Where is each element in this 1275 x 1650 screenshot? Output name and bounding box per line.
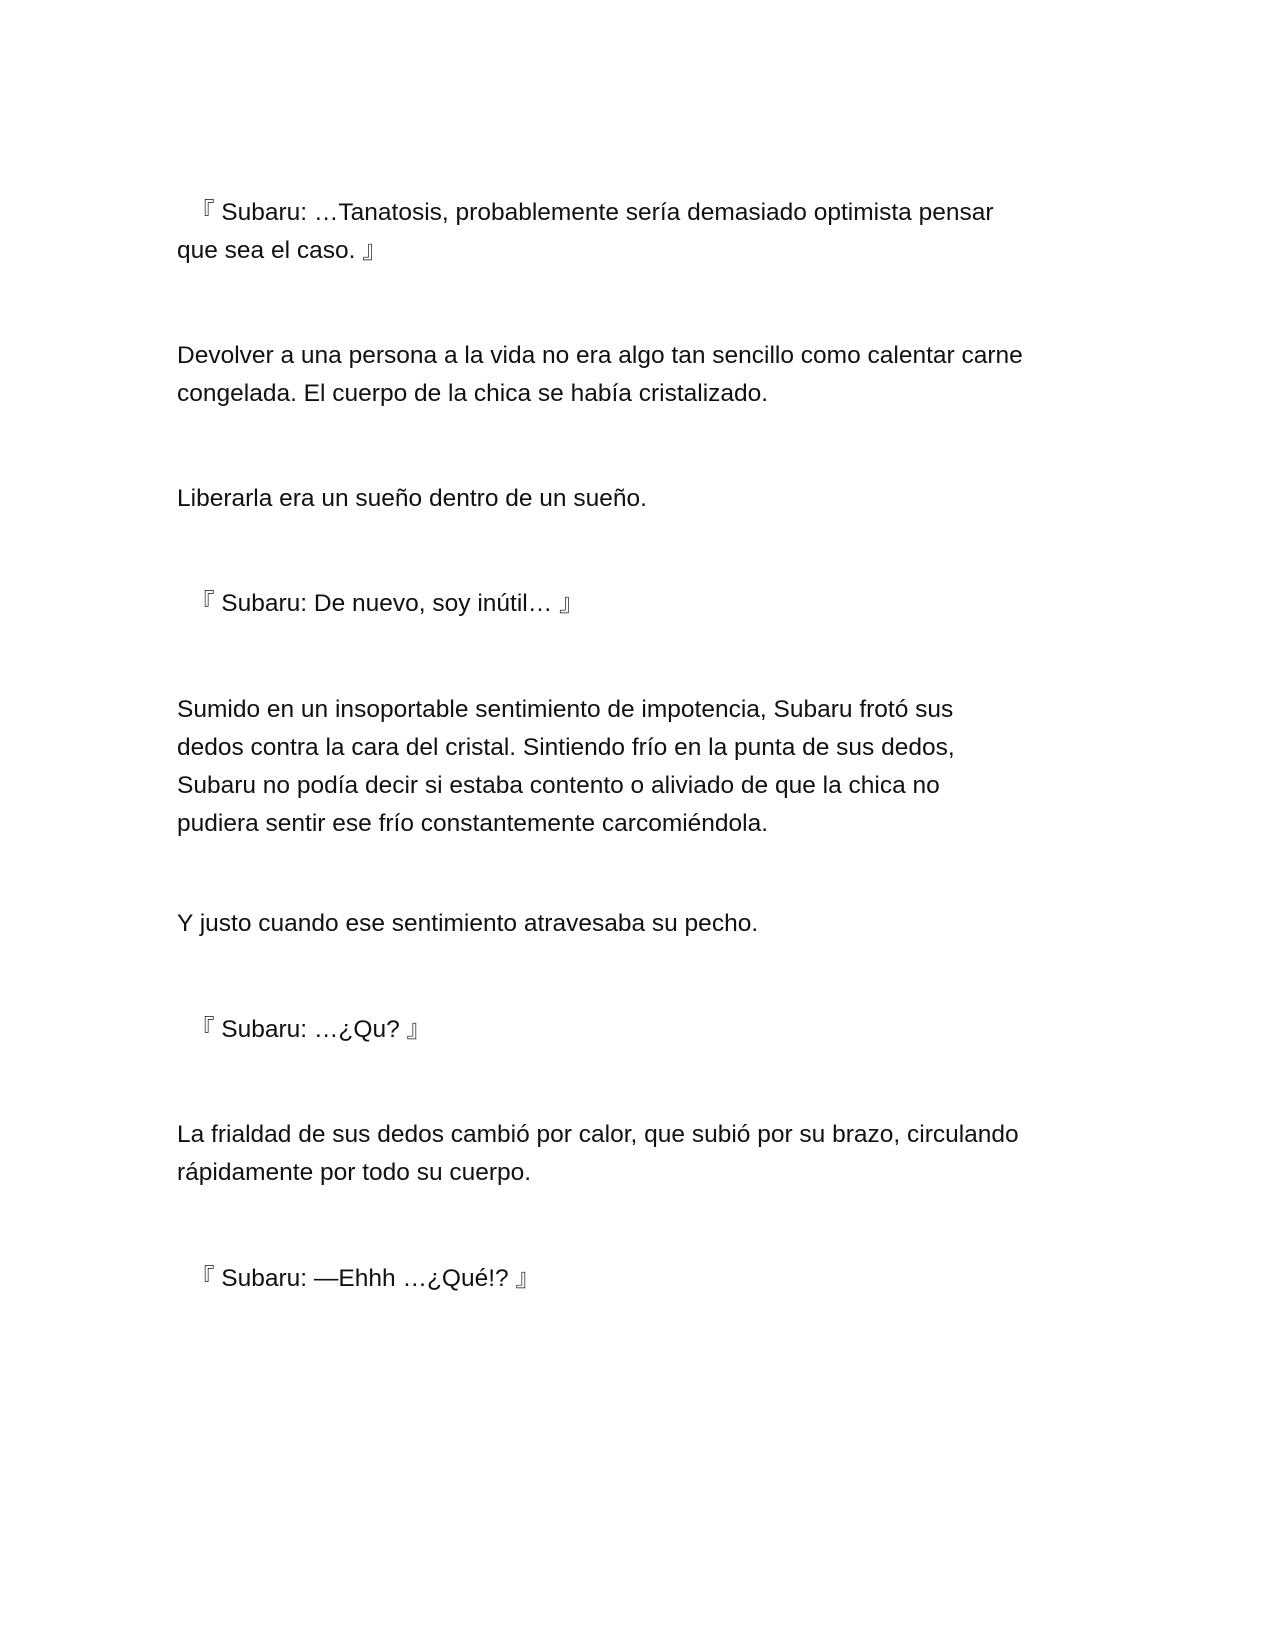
text-line: 『 Subaru: —Ehhh …¿Qué!? 』	[190, 1265, 540, 1292]
paragraph-narration	[177, 337, 1117, 413]
text-line: 『 Subaru: …¿Qu? 』	[190, 1016, 432, 1043]
text-line: rápidamente por todo su cuerpo.	[177, 1159, 532, 1186]
paragraph-dialog	[177, 585, 1117, 623]
paragraph-narration	[177, 905, 1117, 943]
paragraph-narration	[177, 691, 1117, 843]
text-line: Sumido en un insoportable sentimiento de impotencia, Subaru frotó sus	[177, 696, 954, 723]
text-line: pudiera sentir ese frío constantemente carcomiéndola.	[177, 810, 769, 837]
paragraph-dialog	[177, 1011, 1117, 1049]
text-line: Subaru no podía decir si estaba contento o aliviado de que la chica no	[177, 772, 940, 799]
paragraph-narration	[177, 480, 1117, 518]
text-line: congelada. El cuerpo de la chica se había cristalizado.	[177, 380, 769, 407]
text-line: Liberarla era un sueño dentro de un sueño.	[177, 485, 647, 512]
text-line: dedos contra la cara del cristal. Sintiendo frío en la punta de sus dedos,	[177, 734, 955, 761]
text-line: La frialdad de sus dedos cambió por calor, que subió por su brazo, circulando	[177, 1121, 1019, 1148]
text-line: 『 Subaru: …Tanatosis, probablemente sería demasiado optimista pensar	[190, 199, 994, 226]
paragraph-narration	[177, 1116, 1117, 1192]
text-line: que sea el caso. 』	[177, 237, 387, 264]
paragraph-dialog	[177, 1260, 1117, 1298]
text-line: Y justo cuando ese sentimiento atravesaba su pecho.	[177, 910, 759, 937]
text-line: 『 Subaru: De nuevo, soy inútil… 』	[190, 590, 584, 617]
paragraph-dialog	[177, 194, 1117, 270]
text-line: Devolver a una persona a la vida no era algo tan sencillo como calentar carne	[177, 342, 1023, 369]
